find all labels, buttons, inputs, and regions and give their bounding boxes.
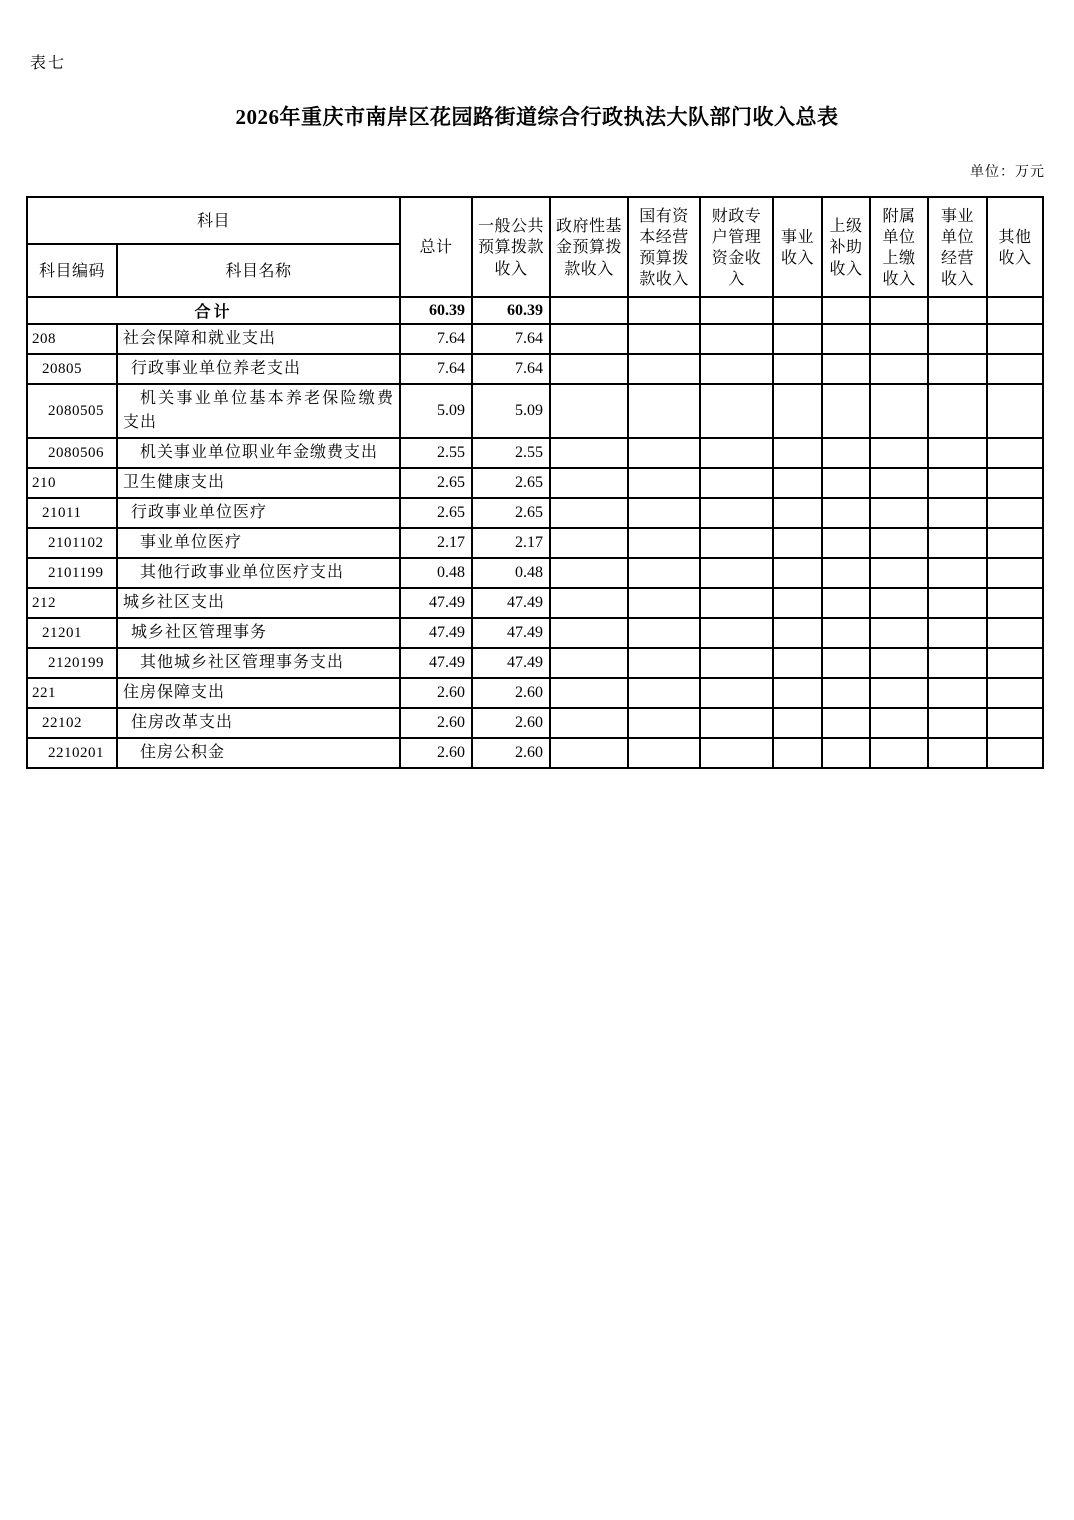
total-cell: 47.49 xyxy=(400,648,472,678)
business-income-cell xyxy=(773,528,822,558)
affiliated-unit-remittance-cell xyxy=(870,324,928,354)
header-subject-group: 科目 xyxy=(27,197,400,244)
affiliated-unit-remittance-cell xyxy=(870,438,928,468)
fiscal-special-account-cell xyxy=(700,498,773,528)
general-public-budget-cell: 2.60 xyxy=(472,738,550,768)
general-public-budget-cell: 47.49 xyxy=(472,648,550,678)
table-row xyxy=(27,468,1043,498)
business-income-cell xyxy=(773,588,822,618)
table-row xyxy=(27,648,1043,678)
other-income-cell xyxy=(987,354,1043,384)
subject-name-cell: 城乡社区支出 xyxy=(117,588,400,618)
superior-subsidy-cell xyxy=(822,558,870,588)
general-public-budget-cell: 47.49 xyxy=(472,588,550,618)
total-row-total-value: 60.39 xyxy=(400,297,472,324)
gov-fund-budget-cell xyxy=(550,618,628,648)
other-income-cell xyxy=(987,648,1043,678)
state-capital-budget-cell xyxy=(628,498,700,528)
affiliated-unit-remittance-cell xyxy=(870,738,928,768)
total-cell: 7.64 xyxy=(400,354,472,384)
unit-note: 单位：万元 xyxy=(970,165,1045,180)
table-row xyxy=(27,528,1043,558)
subject-code-cell: 221 xyxy=(27,678,117,708)
subject-name-cell: 社会保障和就业支出 xyxy=(117,324,400,354)
gov-fund-budget-cell xyxy=(550,708,628,738)
subject-name-cell: 卫生健康支出 xyxy=(117,468,400,498)
total-row-general-public-value: 60.39 xyxy=(472,297,550,324)
page-title: 2026年重庆市南岸区花园路街道综合行政执法大队部门收入总表 xyxy=(235,105,839,129)
superior-subsidy-cell xyxy=(822,618,870,648)
total-cell: 47.49 xyxy=(400,618,472,648)
gov-fund-budget-cell xyxy=(550,588,628,618)
superior-subsidy-cell xyxy=(822,384,870,438)
other-income-cell xyxy=(987,588,1043,618)
subject-code-cell: 2080506 xyxy=(27,438,117,468)
state-capital-budget-cell xyxy=(628,558,700,588)
general-public-budget-cell: 0.48 xyxy=(472,558,550,588)
fiscal-special-account-cell xyxy=(700,297,773,324)
superior-subsidy-cell xyxy=(822,354,870,384)
state-capital-budget-cell xyxy=(628,468,700,498)
state-capital-budget-cell xyxy=(628,528,700,558)
business-operation-income-cell xyxy=(928,558,987,588)
other-income-cell xyxy=(987,528,1043,558)
business-income-cell xyxy=(773,468,822,498)
header-affiliated-unit-remittance: 附属单位上缴收入 xyxy=(870,197,928,297)
subject-code-cell: 21201 xyxy=(27,618,117,648)
table-number-label: 表七 xyxy=(30,55,67,72)
general-public-budget-cell: 7.64 xyxy=(472,354,550,384)
fiscal-special-account-cell xyxy=(700,708,773,738)
superior-subsidy-cell xyxy=(822,438,870,468)
business-income-cell xyxy=(773,324,822,354)
general-public-budget-cell: 2.60 xyxy=(472,678,550,708)
header-superior-subsidy: 上级补助收入 xyxy=(822,197,870,297)
table-row xyxy=(27,558,1043,588)
fiscal-special-account-cell xyxy=(700,528,773,558)
subject-name-cell: 事业单位医疗 xyxy=(117,528,400,558)
business-operation-income-cell xyxy=(928,324,987,354)
gov-fund-budget-cell xyxy=(550,354,628,384)
business-income-cell xyxy=(773,498,822,528)
affiliated-unit-remittance-cell xyxy=(870,528,928,558)
general-public-budget-cell: 2.60 xyxy=(472,708,550,738)
subject-code-cell: 2101102 xyxy=(27,528,117,558)
header-business-income: 事业收入 xyxy=(773,197,822,297)
fiscal-special-account-cell xyxy=(700,588,773,618)
income-summary-table xyxy=(26,196,1044,769)
superior-subsidy-cell xyxy=(822,738,870,768)
table-row xyxy=(27,384,1043,438)
gov-fund-budget-cell xyxy=(550,468,628,498)
business-income-cell xyxy=(773,384,822,438)
affiliated-unit-remittance-cell xyxy=(870,678,928,708)
other-income-cell xyxy=(987,558,1043,588)
state-capital-budget-cell xyxy=(628,588,700,618)
total-cell: 2.65 xyxy=(400,468,472,498)
affiliated-unit-remittance-cell xyxy=(870,588,928,618)
superior-subsidy-cell xyxy=(822,678,870,708)
other-income-cell xyxy=(987,468,1043,498)
gov-fund-budget-cell xyxy=(550,384,628,438)
table-row xyxy=(27,738,1043,768)
subject-name-cell: 城乡社区管理事务 xyxy=(117,618,400,648)
subject-name-cell: 行政事业单位养老支出 xyxy=(117,354,400,384)
business-operation-income-cell xyxy=(928,678,987,708)
superior-subsidy-cell xyxy=(822,468,870,498)
general-public-budget-cell: 5.09 xyxy=(472,384,550,438)
affiliated-unit-remittance-cell xyxy=(870,297,928,324)
business-operation-income-cell xyxy=(928,354,987,384)
subject-name-cell: 机关事业单位职业年金缴费支出 xyxy=(117,438,400,468)
business-income-cell xyxy=(773,558,822,588)
gov-fund-budget-cell xyxy=(550,678,628,708)
table-body xyxy=(27,297,1043,768)
subject-name-cell: 其他行政事业单位医疗支出 xyxy=(117,558,400,588)
other-income-cell xyxy=(987,738,1043,768)
subject-code-cell: 21011 xyxy=(27,498,117,528)
fiscal-special-account-cell xyxy=(700,438,773,468)
superior-subsidy-cell xyxy=(822,498,870,528)
business-operation-income-cell xyxy=(928,438,987,468)
affiliated-unit-remittance-cell xyxy=(870,384,928,438)
subject-code-cell: 2101199 xyxy=(27,558,117,588)
fiscal-special-account-cell xyxy=(700,648,773,678)
state-capital-budget-cell xyxy=(628,438,700,468)
total-row xyxy=(27,297,1043,324)
gov-fund-budget-cell xyxy=(550,438,628,468)
other-income-cell xyxy=(987,438,1043,468)
superior-subsidy-cell xyxy=(822,324,870,354)
total-cell: 0.48 xyxy=(400,558,472,588)
total-cell: 2.60 xyxy=(400,738,472,768)
general-public-budget-cell: 2.55 xyxy=(472,438,550,468)
business-income-cell xyxy=(773,678,822,708)
business-income-cell xyxy=(773,297,822,324)
business-operation-income-cell xyxy=(928,708,987,738)
subject-code-cell: 2080505 xyxy=(27,384,117,438)
subject-code-cell: 208 xyxy=(27,324,117,354)
fiscal-special-account-cell xyxy=(700,384,773,438)
affiliated-unit-remittance-cell xyxy=(870,498,928,528)
other-income-cell xyxy=(987,618,1043,648)
state-capital-budget-cell xyxy=(628,708,700,738)
total-cell: 2.65 xyxy=(400,498,472,528)
subject-name-cell: 行政事业单位医疗 xyxy=(117,498,400,528)
affiliated-unit-remittance-cell xyxy=(870,618,928,648)
other-income-cell xyxy=(987,678,1043,708)
general-public-budget-cell: 2.65 xyxy=(472,468,550,498)
header-fiscal-special-account: 财政专户管理资金收入 xyxy=(700,197,773,297)
fiscal-special-account-cell xyxy=(700,738,773,768)
subject-name-cell: 住房公积金 xyxy=(117,738,400,768)
subject-name-cell: 住房保障支出 xyxy=(117,678,400,708)
other-income-cell xyxy=(987,498,1043,528)
subject-code-cell: 212 xyxy=(27,588,117,618)
state-capital-budget-cell xyxy=(628,648,700,678)
subject-code-cell: 2210201 xyxy=(27,738,117,768)
subject-code-cell: 22102 xyxy=(27,708,117,738)
business-operation-income-cell xyxy=(928,468,987,498)
table-header xyxy=(27,197,1043,297)
gov-fund-budget-cell xyxy=(550,324,628,354)
total-cell: 2.60 xyxy=(400,708,472,738)
header-state-capital-budget: 国有资本经营预算拨款收入 xyxy=(628,197,700,297)
header-subject-name: 科目名称 xyxy=(117,244,400,297)
table-row xyxy=(27,438,1043,468)
fiscal-special-account-cell xyxy=(700,558,773,588)
general-public-budget-cell: 2.17 xyxy=(472,528,550,558)
business-income-cell xyxy=(773,354,822,384)
gov-fund-budget-cell xyxy=(550,297,628,324)
subject-code-cell: 210 xyxy=(27,468,117,498)
subject-name-cell: 机关事业单位基本养老保险缴费支出 xyxy=(117,384,400,438)
table-row xyxy=(27,324,1043,354)
other-income-cell xyxy=(987,384,1043,438)
subject-code-cell: 2120199 xyxy=(27,648,117,678)
state-capital-budget-cell xyxy=(628,354,700,384)
table-row xyxy=(27,618,1043,648)
general-public-budget-cell: 47.49 xyxy=(472,618,550,648)
fiscal-special-account-cell xyxy=(700,678,773,708)
header-general-public-budget: 一般公共预算拨款收入 xyxy=(472,197,550,297)
fiscal-special-account-cell xyxy=(700,354,773,384)
table-row xyxy=(27,708,1043,738)
total-row-label: 合计 xyxy=(27,297,400,324)
business-income-cell xyxy=(773,438,822,468)
table-row xyxy=(27,498,1043,528)
total-cell: 5.09 xyxy=(400,384,472,438)
business-income-cell xyxy=(773,708,822,738)
gov-fund-budget-cell xyxy=(550,558,628,588)
superior-subsidy-cell xyxy=(822,297,870,324)
total-cell: 2.60 xyxy=(400,678,472,708)
total-cell: 2.17 xyxy=(400,528,472,558)
fiscal-special-account-cell xyxy=(700,468,773,498)
subject-code-cell: 20805 xyxy=(27,354,117,384)
fiscal-special-account-cell xyxy=(700,324,773,354)
general-public-budget-cell: 7.64 xyxy=(472,324,550,354)
state-capital-budget-cell xyxy=(628,384,700,438)
state-capital-budget-cell xyxy=(628,738,700,768)
table-row xyxy=(27,678,1043,708)
header-subject-code: 科目编码 xyxy=(27,244,117,297)
affiliated-unit-remittance-cell xyxy=(870,648,928,678)
subject-name-cell: 住房改革支出 xyxy=(117,708,400,738)
total-cell: 7.64 xyxy=(400,324,472,354)
affiliated-unit-remittance-cell xyxy=(870,468,928,498)
state-capital-budget-cell xyxy=(628,678,700,708)
affiliated-unit-remittance-cell xyxy=(870,708,928,738)
superior-subsidy-cell xyxy=(822,708,870,738)
business-operation-income-cell xyxy=(928,297,987,324)
general-public-budget-cell: 2.65 xyxy=(472,498,550,528)
affiliated-unit-remittance-cell xyxy=(870,558,928,588)
superior-subsidy-cell xyxy=(822,648,870,678)
state-capital-budget-cell xyxy=(628,618,700,648)
business-operation-income-cell xyxy=(928,738,987,768)
header-gov-fund-budget: 政府性基金预算拨款收入 xyxy=(550,197,628,297)
state-capital-budget-cell xyxy=(628,297,700,324)
subject-name-cell: 其他城乡社区管理事务支出 xyxy=(117,648,400,678)
state-capital-budget-cell xyxy=(628,324,700,354)
business-operation-income-cell xyxy=(928,384,987,438)
business-operation-income-cell xyxy=(928,498,987,528)
header-business-operation-income: 事业单位经营收入 xyxy=(928,197,987,297)
gov-fund-budget-cell xyxy=(550,648,628,678)
business-operation-income-cell xyxy=(928,588,987,618)
fiscal-special-account-cell xyxy=(700,618,773,648)
business-income-cell xyxy=(773,648,822,678)
table-row xyxy=(27,354,1043,384)
other-income-cell xyxy=(987,324,1043,354)
business-operation-income-cell xyxy=(928,648,987,678)
business-income-cell xyxy=(773,618,822,648)
other-income-cell xyxy=(987,297,1043,324)
header-other-income: 其他收入 xyxy=(987,197,1043,297)
business-operation-income-cell xyxy=(928,618,987,648)
total-cell: 47.49 xyxy=(400,588,472,618)
gov-fund-budget-cell xyxy=(550,498,628,528)
business-operation-income-cell xyxy=(928,528,987,558)
business-income-cell xyxy=(773,738,822,768)
superior-subsidy-cell xyxy=(822,588,870,618)
gov-fund-budget-cell xyxy=(550,738,628,768)
gov-fund-budget-cell xyxy=(550,528,628,558)
table-row xyxy=(27,588,1043,618)
affiliated-unit-remittance-cell xyxy=(870,354,928,384)
header-total: 总计 xyxy=(400,197,472,297)
other-income-cell xyxy=(987,708,1043,738)
superior-subsidy-cell xyxy=(822,528,870,558)
total-cell: 2.55 xyxy=(400,438,472,468)
